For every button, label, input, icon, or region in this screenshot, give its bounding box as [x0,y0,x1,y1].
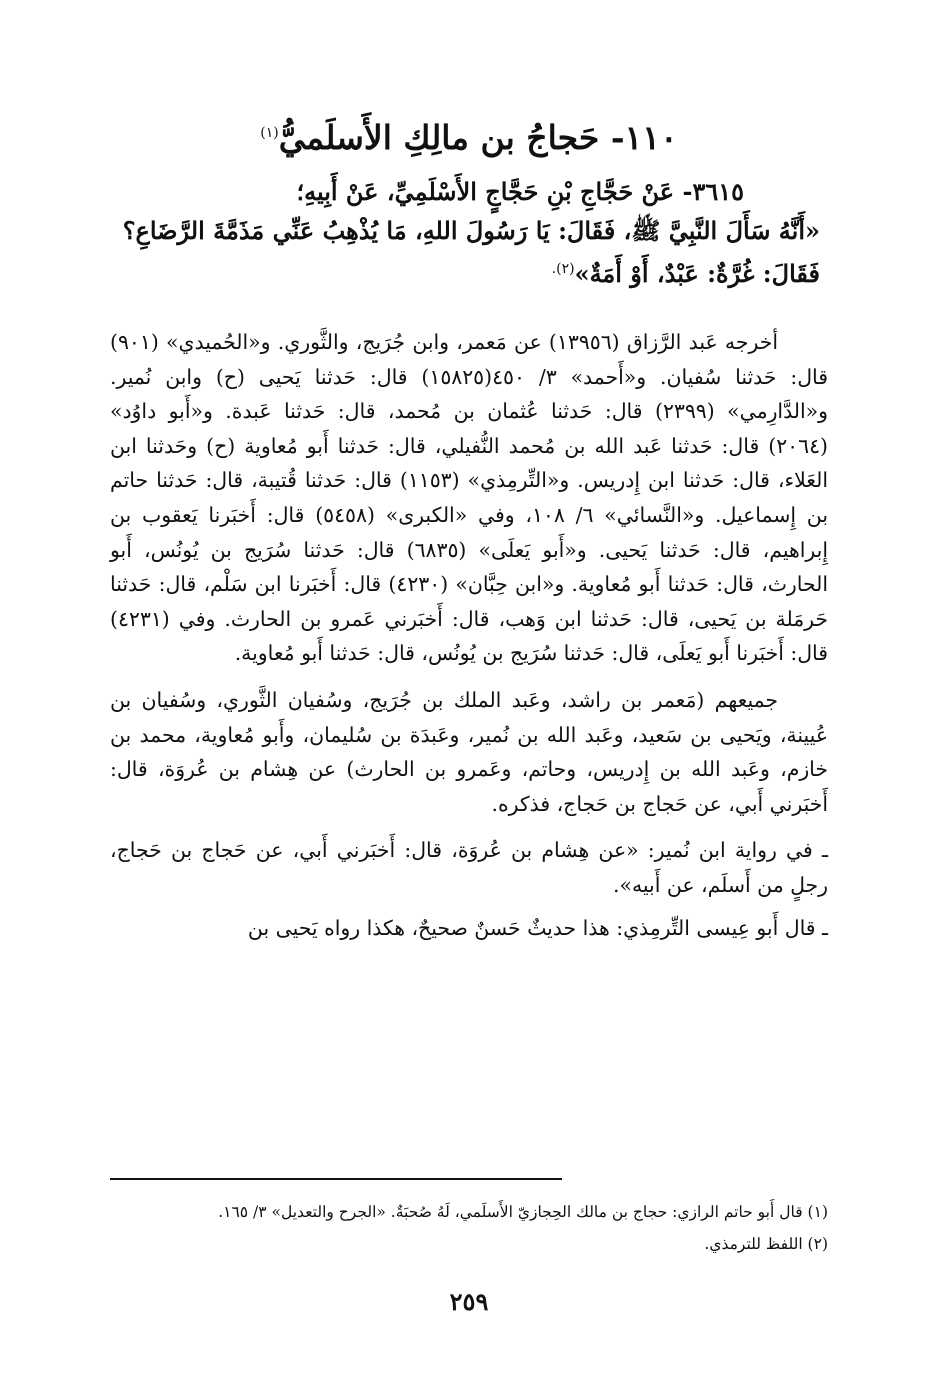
note-ibn-numayr: ـ في رواية ابن نُمير: «عن هِشام بن عُروَة، قال: أَخبَرني أَبي، عن حَجاج بن حَجاج، رجلٍ من أَسلَم، عن أَبيه». [110,838,828,897]
takhrij-paragraph: أخرجه عَبد الرَّزاق (١٣٩٥٦) عن مَعمر، وابن جُرَيج، والثَّوري. و«الحُميدي» (٩٠١) قال: حَدثنا سُفيان. و«أَحمد» ٣/ ٤٥٠(١٥٨٢٥) قال: حَدثنا يَحيى (ح) وابن نُمير. و«الدَّارِمي» (٢٣٩٩) قال: حَدثنا عُثمان بن مُحمد، قال: حَدثنا عَبدة. و«أَبو داوُد» (٢٠٦٤) قال: حَدثنا عَبد الله بن مُحمد النُّفيلي، قال: حَدثنا أَبو مُعاوية (ح) وحَدثنا ابن العَلاء، قال: حَدثنا ابن إِدريس. و«التِّرمِذي» (١١٥٣) قال: حَدثنا قُتيبة، قال: حَدثنا حاتم بن إِسماعيل. و«النَّسائي» ٦/ ١٠٨، وفي «الكبرى» (٥٤٥٨) قال: أَخبَرنا يَعقوب بن إِبراهيم، قال: حَدثنا يَحيى. و«أَبو يَعلَى» (٦٨٣٥) قال: حَدثنا سُرَيج بن يُونُس، أَبو الحارث، قال: حَدثنا أَبو مُعاوية. و«ابن حِبَّان» (٤٢٣٠) قال: أَخبَرنا ابن سَلْم، قال: حَدثنا حَرمَلة بن يَحيى، قال: حَدثنا ابن وَهب، قال: أَخبَرني عَمرو بن الحارث. وفي (٤٢٣١) قال: أَخبَرنا أَبو يَعلَى، قال: حَدثنا سُرَيج بن يُونُس، قال: حَدثنا أَبو مُعاوية. [110,330,829,666]
page-number: ٢٥٩ [449,1287,489,1316]
hadith-matn-line-1: «أَنَّهُ سَأَلَ النَّبِيَّ ﷺ، فَقَالَ: يَا رَسُولَ اللهِ، مَا يُذْهِبُ عَنِّي مَذَمَّةَ الرَّضَاعِ؟ [122,216,820,245]
footnote-ref-1: (١) [260,125,279,141]
chapter-title [110,108,828,163]
commentary [110,325,828,953]
footnote-divider [110,1178,562,1180]
footnotes [100,1196,828,1260]
footnote-ref-2: (٢). [551,261,575,277]
narrators-paragraph: جميعهم (مَعمر بن راشد، وعَبد الملك بن جُرَيج، وسُفيان الثَّوري، وسُفيان بن عُيينة، ويَحيى بن سَعيد، وعَبد الله بن نُمير، وعَبدَة بن سُليمان، وأَبو مُعاوية، محمد بن خازم، وعَبد الله بن إِدريس، وحاتم، وعَمرو بن الحارث) عن هِشام بن عُروَة، قال: أَخبَرني أَبي، عن حَجاج بن حَجاج، فذكره. [110,687,828,816]
chapter-title-text: ١١٠- حَجاجُ بن مالِكِ الأَسلَميُّ [278,118,678,157]
note-tirmidhi: ـ قال أَبو عِيسى التِّرمِذي: هذا حديثٌ حَسنٌ صحيحٌ، هكذا رواه يَحيى بن [247,915,828,940]
hadith-matn-line-2 [98,250,820,293]
hadith-text [98,172,820,293]
footnote-2: (٢) اللفظ للترمذي. [704,1235,828,1253]
footnote-1: (١) قال أَبو حاتم الرازي: حجاج بن مالك الحِجازيّ الأَسلَمي، لَهُ صُحبَةٌ. «الجرح والتعديل» ٣/ ١٦٥. [218,1203,828,1221]
hadith-isnad: ٣٦١٥- عَنْ حَجَّاجِ بْنِ حَجَّاجٍ الأَسْلَمِيِّ، عَنْ أَبِيهِ؛ [296,177,744,206]
hadith-matn-line-2-text: فَقَالَ: غُرَّةٌ: عَبْدٌ، أَوْ أَمَةٌ» [574,259,820,288]
